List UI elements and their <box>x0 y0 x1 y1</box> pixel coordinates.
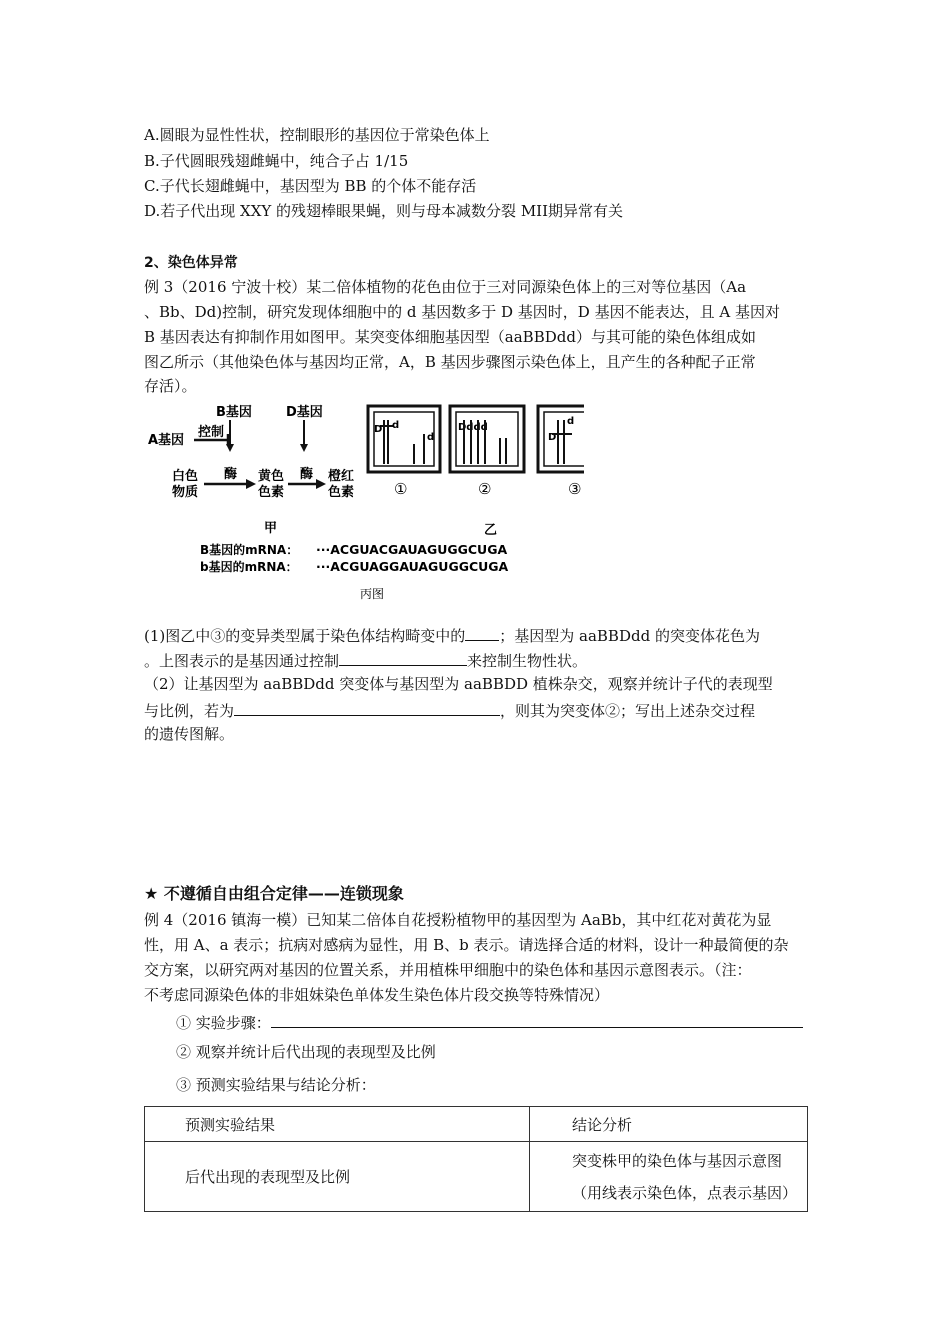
answer-blank[interactable] <box>465 624 499 641</box>
q2-text-c: ，则其为突变体②；写出上述杂交过程 <box>500 702 756 720</box>
paragraph-line: 例 3（2016 宁波十校）某二倍体植物的花色由位于三对同源染色体上的三对等位基因（Aa <box>144 278 747 296</box>
mrna-b2-sequence: ···ACGUAGGAUAGUGGCUGA <box>316 559 509 574</box>
paragraph-line: 、Bb、Dd)控制，研究发现体细胞中的 d 基因数多于 D 基因时，D 基因不能表达，且 A 基因对 <box>144 303 780 321</box>
result-table <box>144 1106 808 1212</box>
q2-text-b: 与比例，若为 <box>144 702 235 720</box>
paragraph-line: 性，用 A、a 表示；抗病对感病为显性，用 B、b 表示。请选择合适的材料，设计一种最简便的杂 <box>144 936 789 954</box>
section-heading: 2、染色体异常 <box>144 255 238 271</box>
paragraph-line: 交方案，以研究两对基因的位置关系，并用植株甲细胞中的染色体和基因示意图表示。（注： <box>144 961 752 979</box>
figure-label-bing: 丙图 <box>360 587 385 601</box>
d-gene-label: D基因 <box>286 405 323 420</box>
step-1 <box>176 1011 803 1033</box>
paragraph-line: 存活）。 <box>144 377 197 395</box>
cell1-d2: d <box>427 432 435 443</box>
cell1-D: D <box>374 424 383 435</box>
cell2-genes: Dddd <box>458 422 488 433</box>
q1-text-b: ；基因型为 aaBBDdd 的突变体花色为 <box>499 627 760 645</box>
option-d: D.若子代出现 XXY 的残翅棒眼果蝇，则与母本减数分裂 MII期异常有关 <box>144 202 624 220</box>
white-substance-1: 白色 <box>172 469 199 484</box>
answer-blank[interactable] <box>271 1011 803 1028</box>
cell3-d: d <box>567 416 575 427</box>
genetics-figure <box>144 398 584 610</box>
figure-label-yi: 乙 <box>484 523 498 538</box>
enzyme-2: 酶 <box>300 467 314 482</box>
mrna-b-sequence: ···ACGUACGAUAGUGGCUGA <box>316 542 508 557</box>
question-2-line-3: 的遗传图解。 <box>144 725 235 743</box>
paragraph-line: 例 4（2016 镇海一模）已知某二倍体自花授粉植物甲的基因型为 AaBb，其中红花对黄花为显 <box>144 911 772 929</box>
step-2: ② 观察并统计后代出现的表现型及比例 <box>176 1043 436 1061</box>
cell1-d: d <box>392 420 400 431</box>
control-label: 控制 <box>198 425 225 440</box>
table-cell <box>530 1142 808 1212</box>
paragraph-line: B 基因表达有抑制作用如图甲。某突变体细胞基因型（aaBBDdd）与其可能的染色体组成如 <box>144 328 756 346</box>
table-cell: 后代出现的表现型及比例 <box>145 1142 530 1212</box>
yellow-pigment-2: 色素 <box>258 485 285 500</box>
step-3: ③ 预测实验结果与结论分析： <box>176 1076 376 1094</box>
orange-pigment-2: 色素 <box>328 485 355 500</box>
figure-label-jia: 甲 <box>264 521 278 536</box>
question-2-line-1: （2）让基因型为 aaBBDdd 突变体与基因型为 aaBBDD 植株杂交，观察并统计子代的表现型 <box>144 675 773 693</box>
paragraph-line: 不考虑同源染色体的非姐妹染色单体发生染色体片段交换等特殊情况） <box>144 986 610 1004</box>
table-header-conclusion: 结论分析 <box>530 1107 808 1142</box>
orange-pigment-1: 橙红 <box>328 469 355 484</box>
q1-text-c: 。上图表示的是基因通过控制 <box>144 652 340 670</box>
table-cell-line: 突变株甲的染色体与基因示意图 <box>572 1151 783 1170</box>
mrna-b-label: B基因的mRNA： <box>200 543 299 557</box>
a-gene-label: A基因 <box>148 433 185 448</box>
cell3-D: D <box>548 432 557 443</box>
white-substance-2: 物质 <box>172 485 199 500</box>
q1-text-a: (1)图乙中③的变异类型属于染色体结构畸变中的 <box>144 627 466 645</box>
q1-text-d: 来控制生物性状。 <box>467 652 588 670</box>
cell1-label: ① <box>394 480 408 498</box>
b-gene-label: B基因 <box>216 405 252 420</box>
section-heading: ★ 不遵循自由组合定律——连锁现象 <box>144 884 404 903</box>
cell2-label: ② <box>478 480 492 498</box>
enzyme-1: 酶 <box>224 467 238 482</box>
mrna-b2-label: b基因的mRNA： <box>200 560 298 574</box>
cell3-label: ③ <box>568 480 582 498</box>
option-c: C.子代长翅雌蝇中，基因型为 BB 的个体不能存活 <box>144 177 477 195</box>
table-cell-line: （用线表示染色体，点表示基因） <box>572 1183 798 1202</box>
answer-blank[interactable] <box>234 699 500 716</box>
option-a: A.圆眼为显性性状，控制眼形的基因位于常染色体上 <box>144 126 490 144</box>
answer-blank[interactable] <box>339 649 467 666</box>
question-2-line-2 <box>144 699 755 721</box>
table-header-result: 预测实验结果 <box>145 1107 530 1142</box>
paragraph-line: 图乙所示（其他染色体与基因均正常，A，B 基因步骤图示染色体上，且产生的各种配子正常 <box>144 353 756 371</box>
question-1-line-2 <box>144 649 587 671</box>
yellow-pigment-1: 黄色 <box>258 469 285 484</box>
step-1-label: ① 实验步骤： <box>176 1014 271 1032</box>
question-1-line-1 <box>144 624 760 646</box>
option-b: B.子代圆眼残翅雌蝇中，纯合子占 1/15 <box>144 152 409 170</box>
